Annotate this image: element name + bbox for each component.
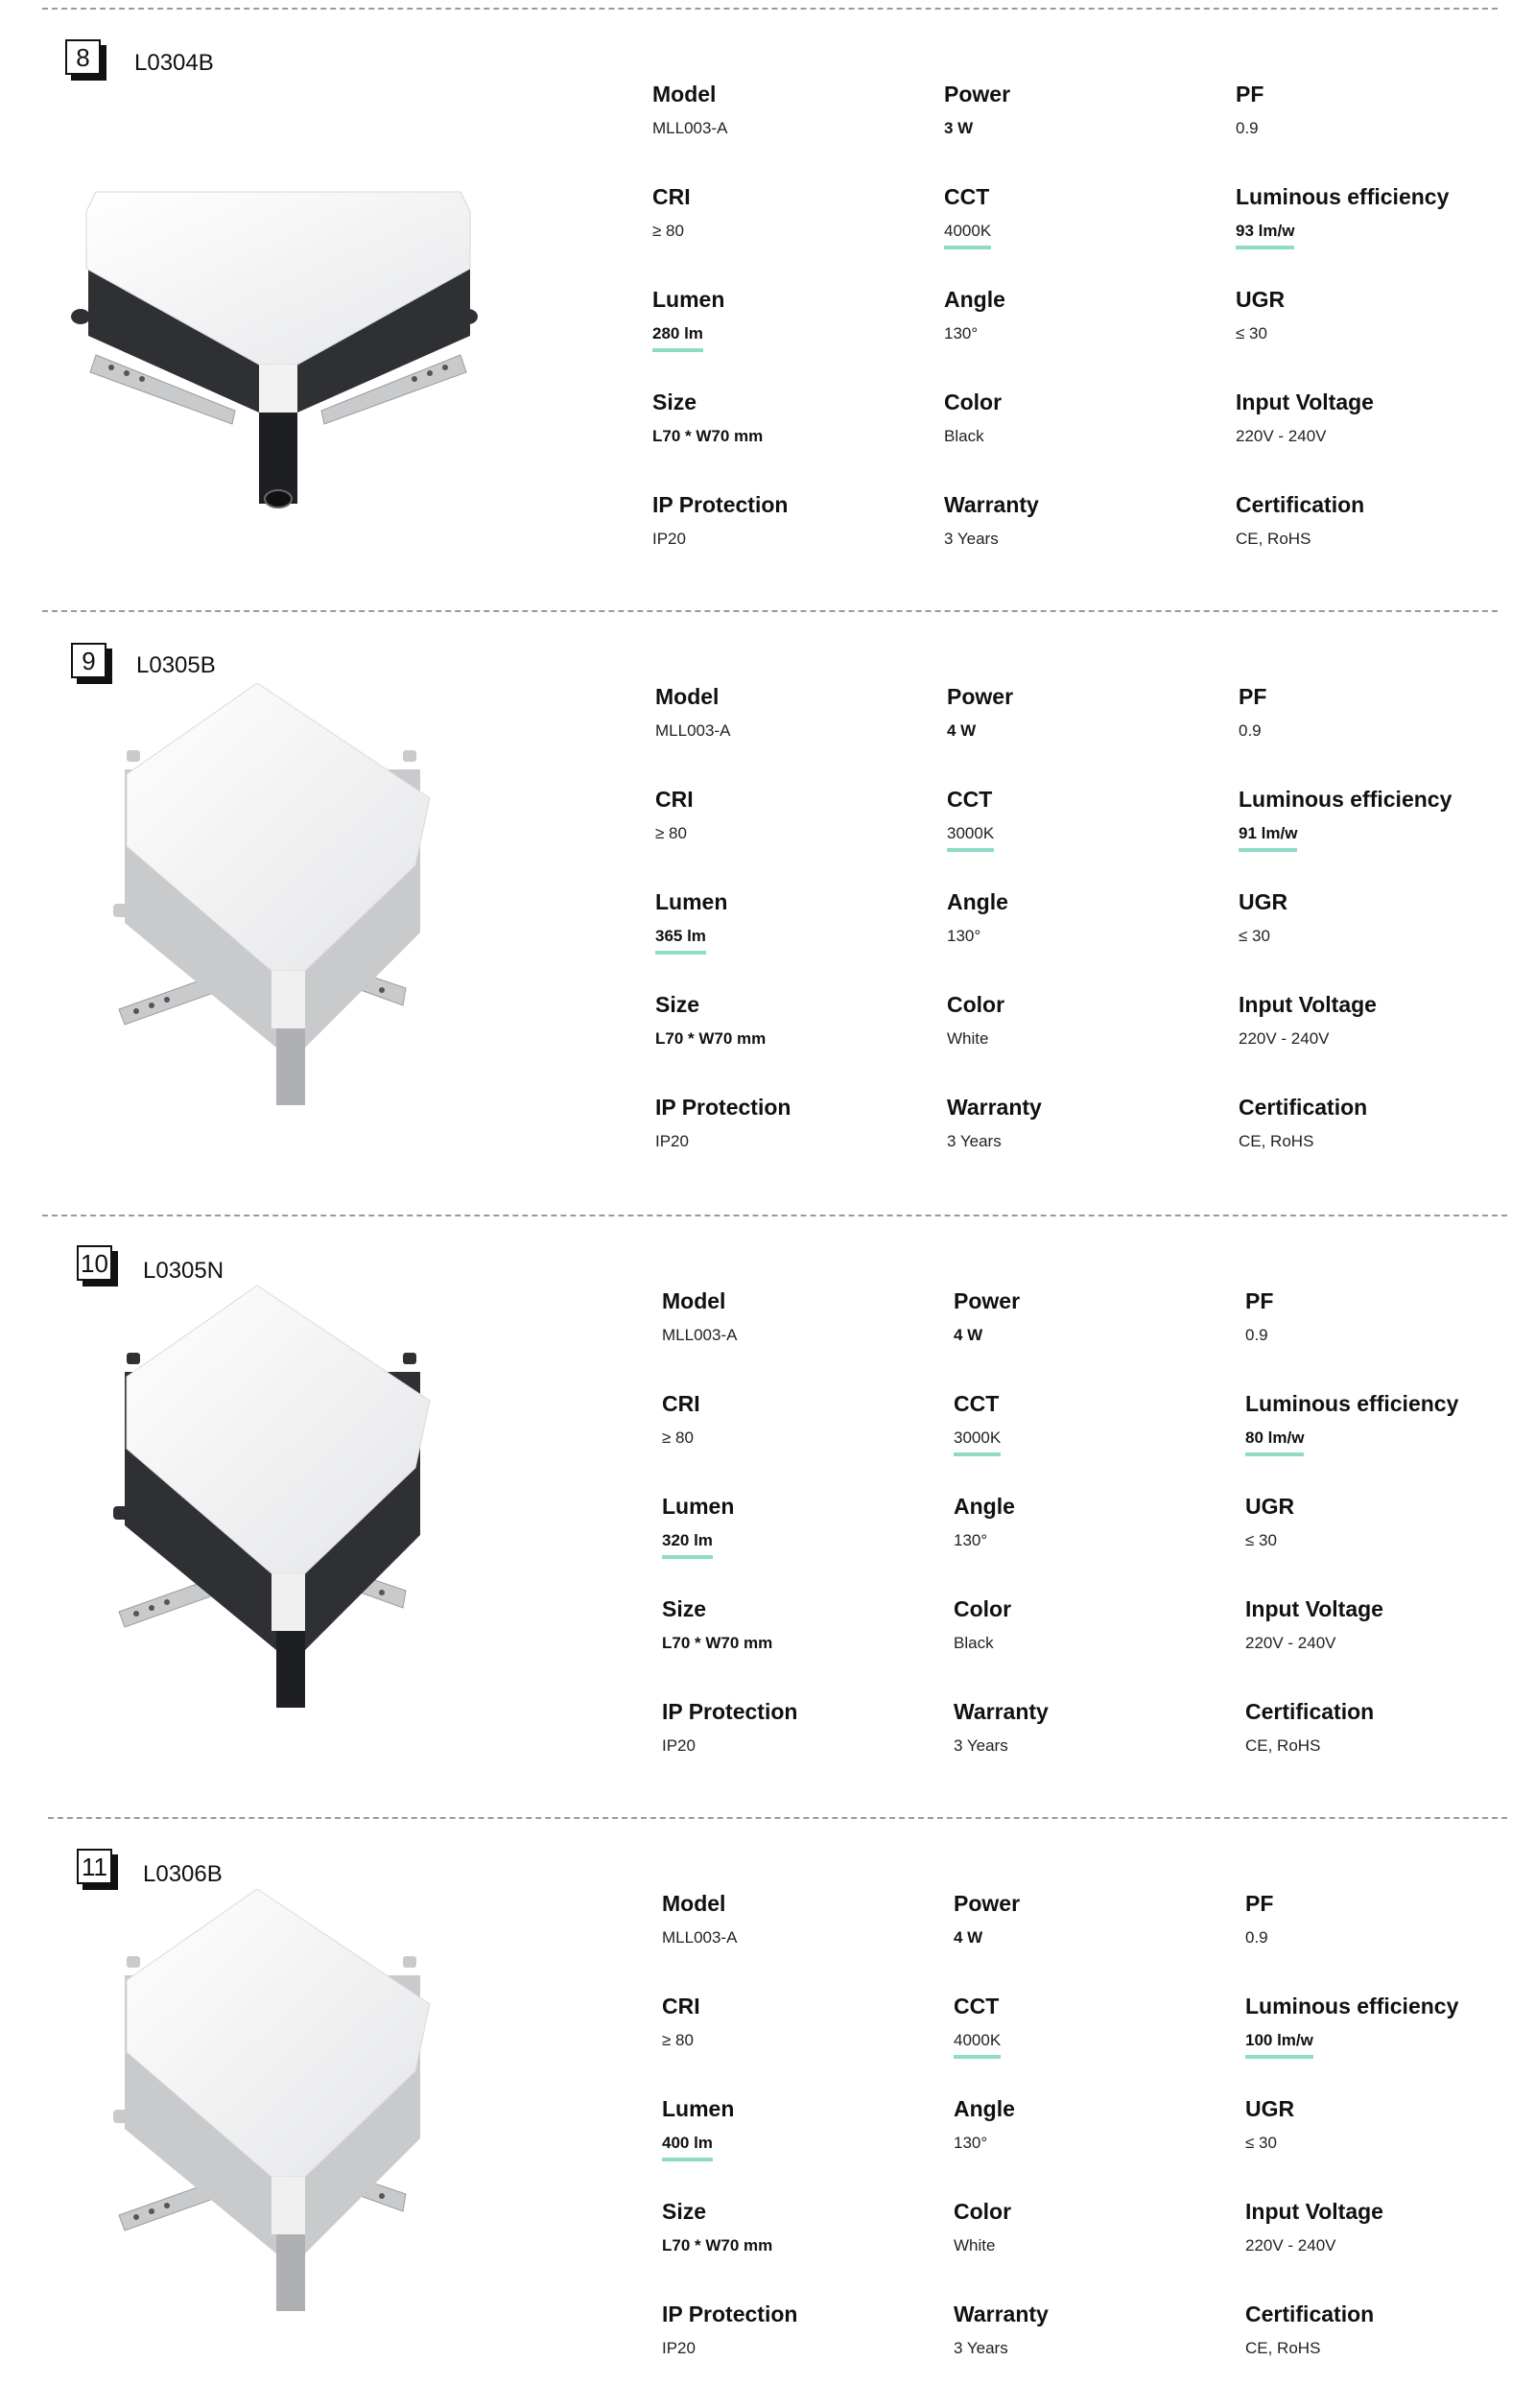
spec-label: IP Protection [662,2302,798,2326]
spec-luminous-efficiency [1239,787,1526,852]
spec-angle [954,1494,1241,1550]
spec-value: CE, RoHS [1245,1736,1321,1755]
spec-label: Warranty [944,492,1039,517]
spec-value: ≥ 80 [662,1428,694,1447]
spec-value: 220V - 240V [1245,2236,1336,2255]
spec-label: Certification [1236,492,1365,517]
spec-value: 130° [954,1531,988,1549]
spec-label: UGR [1245,1494,1295,1519]
spec-cct [954,1994,1241,2059]
spec-value: 93 lm/w [1236,222,1294,249]
spec-ugr [1245,2096,1533,2153]
spec-label: Lumen [655,889,728,914]
spec-value: CE, RoHS [1236,530,1311,548]
spec-value: ≤ 30 [1245,2134,1277,2152]
spec-label: Warranty [954,1699,1049,1724]
spec-label: Angle [954,1494,1015,1519]
spec-value: 4000K [954,2031,1001,2059]
spec-label: CRI [662,1994,700,2018]
spec-value: 4 W [954,1928,983,1947]
spec-ip-protection [662,2302,950,2358]
spec-value: 3000K [947,824,994,852]
spec-model [652,82,940,138]
spec-color [954,1596,1241,1653]
spec-label: Model [655,684,720,709]
spec-label: PF [1245,1288,1274,1313]
spec-label: Power [947,684,1014,709]
spec-label: Certification [1239,1095,1368,1120]
spec-value: ≥ 80 [655,824,687,842]
spec-label: Size [655,992,700,1017]
spec-label: CCT [944,184,990,209]
spec-value: MLL003-A [652,119,728,137]
spec-warranty [944,492,1232,549]
spec-size [655,992,943,1049]
spec-cct [954,1391,1241,1456]
spec-label: UGR [1245,2096,1295,2121]
spec-label: Model [652,82,717,106]
spec-label: Size [662,1596,707,1621]
spec-pf [1245,1891,1533,1948]
spec-label: CCT [954,1994,1000,2018]
spec-value: 220V - 240V [1245,1634,1336,1652]
item-number-badge [71,643,106,678]
spec-luminous-efficiency [1245,1391,1533,1456]
spec-lumen [662,1494,950,1559]
spec-label: Input Voltage [1245,1596,1383,1621]
spec-label: Certification [1245,1699,1375,1724]
spec-value: ≤ 30 [1236,324,1267,342]
spec-label: Input Voltage [1236,390,1374,414]
spec-value: ≥ 80 [652,222,684,240]
spec-power [944,82,1232,138]
spec-label: Size [662,2199,707,2224]
spec-cri [655,787,943,843]
spec-cct [947,787,1235,852]
spec-ugr [1245,1494,1533,1550]
spec-ip-protection [655,1095,943,1151]
spec-grid [655,684,1530,1183]
spec-pf [1245,1288,1533,1345]
spec-label: Angle [947,889,1008,914]
spec-ip-protection [652,492,940,549]
section-divider [42,8,1498,10]
spec-label: Power [944,82,1011,106]
product-code: L0304B [134,50,214,76]
spec-value: ≥ 80 [662,2031,694,2049]
spec-label: Input Voltage [1245,2199,1383,2224]
spec-value: L70 * W70 mm [662,2236,773,2255]
spec-color [944,390,1232,446]
spec-value: 365 lm [655,927,706,955]
spec-value: 100 lm/w [1245,2031,1313,2059]
spec-value: 130° [947,927,981,945]
spec-grid [652,82,1527,580]
spec-label: PF [1245,1891,1274,1916]
spec-value: 320 lm [662,1531,713,1559]
section-divider [42,1215,1507,1216]
spec-value: 3000K [954,1428,1001,1456]
spec-value: 4 W [947,721,977,740]
item-number-badge [77,1245,112,1281]
spec-certification [1245,2302,1533,2358]
spec-label: CRI [662,1391,700,1416]
product-code: L0305N [143,1258,224,1284]
spec-value: 0.9 [1236,119,1259,137]
spec-value: 130° [954,2134,988,2152]
spec-cri [662,1994,950,2050]
spec-size [662,1596,950,1653]
section-divider [48,1817,1507,1819]
spec-value: 400 lm [662,2134,713,2161]
spec-model [662,1891,950,1948]
spec-angle [954,2096,1241,2153]
spec-label: Model [662,1288,726,1313]
spec-value: ≤ 30 [1239,927,1270,945]
spec-label: Power [954,1891,1021,1916]
spec-warranty [947,1095,1235,1151]
product-image [67,173,489,542]
spec-certification [1245,1699,1533,1756]
spec-label: Lumen [662,2096,735,2121]
product-image [113,1889,516,2316]
spec-label: Luminous efficiency [1245,1391,1459,1416]
spec-model [662,1288,950,1345]
spec-value: ≤ 30 [1245,1531,1277,1549]
item-number: 10 [77,1245,112,1281]
spec-value: 3 Years [944,530,999,548]
spec-ip-protection [662,1699,950,1756]
spec-value: Black [944,427,984,445]
spec-certification [1239,1095,1526,1151]
section-divider [42,610,1498,612]
spec-label: IP Protection [655,1095,791,1120]
spec-value: CE, RoHS [1239,1132,1314,1150]
spec-label: IP Protection [652,492,789,517]
spec-value: 4 W [954,1326,983,1344]
spec-label: Warranty [954,2302,1049,2326]
spec-grid [662,1891,1535,2390]
spec-angle [944,287,1232,343]
spec-label: Power [954,1288,1021,1313]
spec-label: PF [1239,684,1267,709]
spec-label: Luminous efficiency [1236,184,1450,209]
item-number-badge [65,39,101,75]
spec-value: 0.9 [1245,1928,1268,1947]
item-number-badge [77,1849,112,1884]
product-image [113,683,516,1110]
spec-angle [947,889,1235,946]
spec-lumen [662,2096,950,2161]
spec-lumen [652,287,940,352]
spec-cri [662,1391,950,1448]
spec-warranty [954,2302,1241,2358]
spec-label: Warranty [947,1095,1042,1120]
spec-value: IP20 [662,1736,696,1755]
spec-value: 3 Years [954,2339,1008,2357]
spec-label: IP Protection [662,1699,798,1724]
spec-label: Lumen [662,1494,735,1519]
spec-value: L70 * W70 mm [655,1029,767,1048]
spec-label: CRI [652,184,691,209]
spec-label: Certification [1245,2302,1375,2326]
spec-label: CCT [954,1391,1000,1416]
spec-luminous-efficiency [1236,184,1523,249]
spec-value: L70 * W70 mm [652,427,764,445]
spec-power [947,684,1235,741]
product-code: L0306B [143,1861,223,1887]
spec-value: CE, RoHS [1245,2339,1321,2357]
spec-label: Input Voltage [1239,992,1377,1017]
spec-value: 280 lm [652,324,703,352]
spec-input-voltage [1245,2199,1533,2255]
item-number: 8 [65,39,101,75]
spec-value: L70 * W70 mm [662,1634,773,1652]
spec-grid [662,1288,1535,1787]
spec-label: Color [944,390,1003,414]
spec-input-voltage [1245,1596,1533,1653]
spec-value: MLL003-A [662,1928,738,1947]
spec-power [954,1891,1241,1948]
spec-ugr [1236,287,1523,343]
spec-value: Black [954,1634,994,1652]
spec-label: Lumen [652,287,725,312]
spec-value: 3 Years [947,1132,1002,1150]
spec-label: Color [954,1596,1012,1621]
spec-value: 220V - 240V [1239,1029,1330,1048]
spec-model [655,684,943,741]
product-image [113,1286,516,1712]
spec-label: CCT [947,787,993,812]
spec-cct [944,184,1232,249]
spec-value: MLL003-A [662,1326,738,1344]
spec-ugr [1239,889,1526,946]
spec-label: Luminous efficiency [1239,787,1452,812]
spec-value: 0.9 [1239,721,1262,740]
spec-value: 3 W [944,119,974,137]
spec-input-voltage [1239,992,1526,1049]
spec-label: Size [652,390,697,414]
spec-pf [1239,684,1526,741]
spec-label: Angle [954,2096,1015,2121]
spec-value: White [954,2236,996,2255]
spec-certification [1236,492,1523,549]
spec-value: IP20 [652,530,686,548]
spec-label: Color [954,2199,1012,2224]
spec-label: Angle [944,287,1005,312]
item-number: 9 [71,643,106,678]
spec-value: 80 lm/w [1245,1428,1304,1456]
spec-label: Model [662,1891,726,1916]
spec-label: Luminous efficiency [1245,1994,1459,2018]
spec-value: 220V - 240V [1236,427,1327,445]
spec-size [662,2199,950,2255]
spec-value: 3 Years [954,1736,1008,1755]
spec-label: UGR [1239,889,1288,914]
spec-value: 0.9 [1245,1326,1268,1344]
spec-cri [652,184,940,241]
spec-label: CRI [655,787,694,812]
spec-label: PF [1236,82,1264,106]
spec-luminous-efficiency [1245,1994,1533,2059]
spec-value: 130° [944,324,979,342]
spec-value: 91 lm/w [1239,824,1297,852]
spec-lumen [655,889,943,955]
spec-pf [1236,82,1523,138]
spec-value: IP20 [662,2339,696,2357]
item-number: 11 [77,1849,112,1884]
spec-warranty [954,1699,1241,1756]
spec-color [954,2199,1241,2255]
spec-input-voltage [1236,390,1523,446]
spec-value: IP20 [655,1132,689,1150]
spec-value: White [947,1029,989,1048]
spec-label: Color [947,992,1005,1017]
spec-value: 4000K [944,222,991,249]
spec-label: UGR [1236,287,1286,312]
spec-power [954,1288,1241,1345]
product-code: L0305B [136,652,216,678]
spec-value: MLL003-A [655,721,731,740]
spec-size [652,390,940,446]
spec-color [947,992,1235,1049]
